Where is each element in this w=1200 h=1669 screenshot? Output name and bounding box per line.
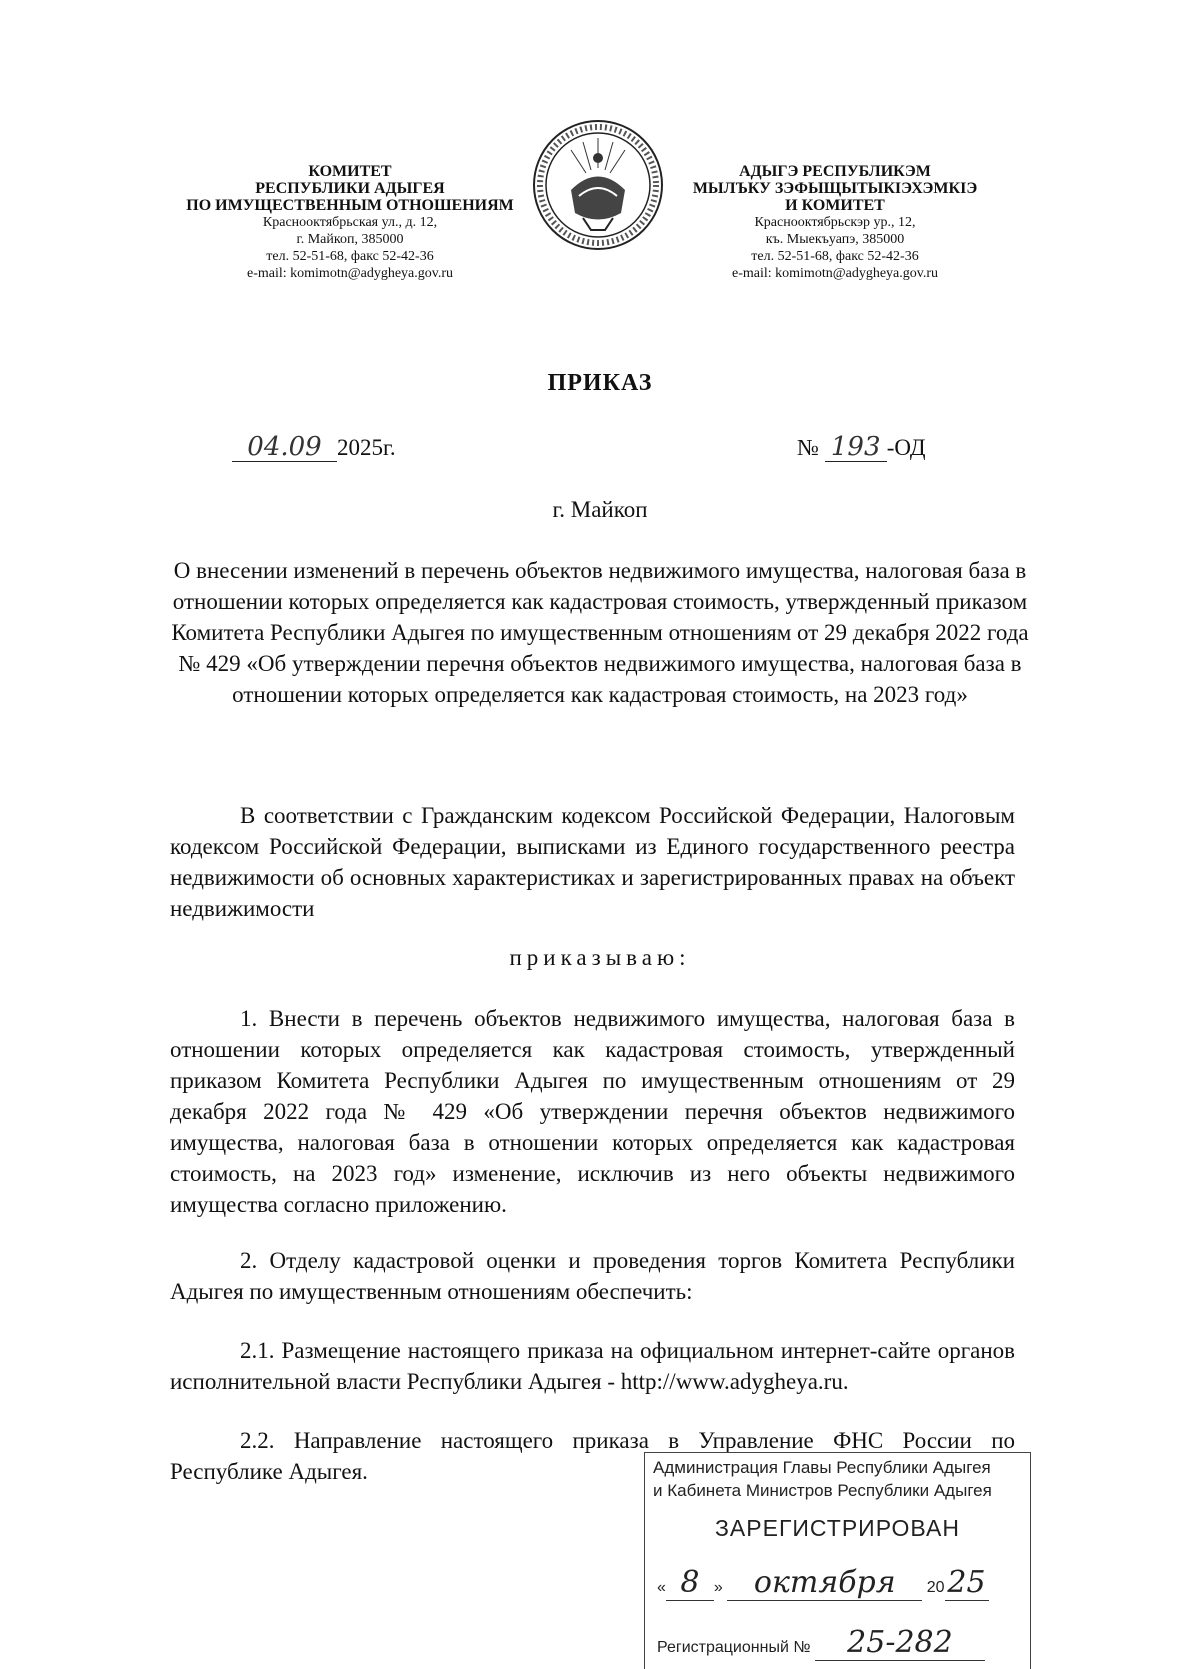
address-adyghe-line1: Краснооктябрьскэр ур., 12, (754, 215, 916, 230)
stamp-org-line2: и Кабинета Министров Республики Адыгея (653, 1481, 992, 1500)
item-2-text: 2. Отделу кадастровой оценки и проведения торгов Комитета Республики Адыгея по имущественным отношениям обеспечить: (170, 1248, 1015, 1304)
item-2-2-text: 2.2. Направление настоящего приказа в Управление ФНС России по Республике Адыгея. (170, 1428, 1015, 1484)
committee-name-adyghe-line3: И КОМИТЕТ (785, 197, 885, 214)
stamp-org-line1: Администрация Главы Республики Адыгея (653, 1458, 991, 1477)
committee-name-adyghe-line2: МЫЛЪКУ ЗЭФЫЩЫТЫКIЭХЭМКIЭ (692, 180, 978, 197)
handwritten-number: 193 (825, 433, 887, 462)
stamp-reg-number: 25-282 (815, 1625, 985, 1661)
order-subject: О внесении изменений в перечень объектов недвижимого имущества, налоговая база в отношении которых определяется как кадастровая стоимость, утвержденный приказом Комитета Республики Адыгея по имущественным отношениям от 29 декабря 2022 года № 429 «Об утверждении перечня объектов недвижимого имущества, налоговая база в отношении которых определяется как кадастровая стоимость, на 2023 год» (171, 558, 1029, 707)
stamp-organization (653, 1456, 1025, 1502)
stamp-reg-number-row (657, 1625, 985, 1661)
number-suffix: -ОД (886, 435, 926, 460)
number-prefix: № (797, 435, 819, 460)
stamp-quote-open: « (657, 1579, 666, 1596)
stamp-date (657, 1565, 989, 1601)
date-year: 2025г. (337, 435, 396, 460)
email-adyghe-line: e-mail: komimotn@adygheya.gov.ru (732, 266, 938, 281)
registration-stamp (644, 1452, 1031, 1669)
preamble-text: В соответствии с Гражданским кодексом Российской Федерации, Налоговым кодексом Российской Федерации, выписками из Единого государственного реестра недвижимости об основных характеристиках и зарегистрированных правах на объект недвижимости (170, 803, 1015, 921)
committee-name-line1: КОМИТЕТ (308, 163, 392, 180)
address-line1: Краснооктябрьская ул., д. 12, (262, 215, 438, 230)
stamp-day: 8 (666, 1565, 714, 1601)
item-2-paragraph (170, 1245, 1015, 1307)
stamp-registered-label: ЗАРЕГИСТРИРОВАН (715, 1515, 960, 1541)
stamp-reg-label: Регистрационный № (657, 1639, 811, 1656)
order-date (232, 433, 396, 462)
stamp-quote-close: » (713, 1579, 723, 1596)
stamp-year-suffix: 25 (945, 1565, 989, 1601)
committee-name-line2: РЕСПУБЛИКИ АДЫГЕЯ (255, 180, 445, 197)
phone-line: тел. 52-51-68, факс 52-42-36 (266, 249, 434, 264)
item-1-text: 1. Внести в перечень объектов недвижимого имущества, налоговая база в отношении которых определяется как кадастровая стоимость, утвержденный приказом Комитета Республики Адыгея по имущественным отношениям от 29 декабря 2022 года № 429 «Об утверждении перечня объектов недвижимого имущества, налоговая база в отношении которых определяется как кадастровая стоимость, на 2023 год» изменение, исключив из него объекты недвижимого имущества согласно приложению. (170, 1006, 1015, 1217)
order-number (797, 433, 926, 462)
orders-word: приказываю: (509, 945, 691, 970)
stamp-year-prefix: 20 (926, 1579, 945, 1596)
city: г. Майкоп (552, 497, 648, 522)
address-adyghe-line2: къ. Мыекъуапэ, 385000 (765, 232, 905, 247)
header-left-block (150, 163, 550, 282)
preamble-paragraph (170, 800, 1015, 924)
committee-name-line3: ПО ИМУЩЕСТВЕННЫМ ОТНОШЕНИЯМ (186, 197, 514, 214)
stamp-month: октября (727, 1565, 922, 1601)
header-right-block (665, 163, 1005, 282)
handwritten-date: 04.09 (232, 433, 337, 462)
address-line2: г. Майкоп, 385000 (296, 232, 404, 247)
document-title: ПРИКАЗ (547, 370, 653, 396)
phone-adyghe-line: тел. 52-51-68, факс 52-42-36 (751, 249, 919, 264)
item-2-1-text: 2.1. Размещение настоящего приказа на официальном интернет-сайте органов исполнительной власти Республики Адыгея - http://www.adygheya.ru. (170, 1338, 1015, 1394)
item-2-1-paragraph (170, 1335, 1015, 1397)
item-1-paragraph (170, 1003, 1015, 1220)
committee-name-adyghe-line1: АДЫГЭ РЕСПУБЛИКЭМ (739, 163, 931, 180)
email-line: e-mail: komimotn@adygheya.gov.ru (247, 266, 453, 281)
coat-of-arms-icon (531, 118, 665, 252)
